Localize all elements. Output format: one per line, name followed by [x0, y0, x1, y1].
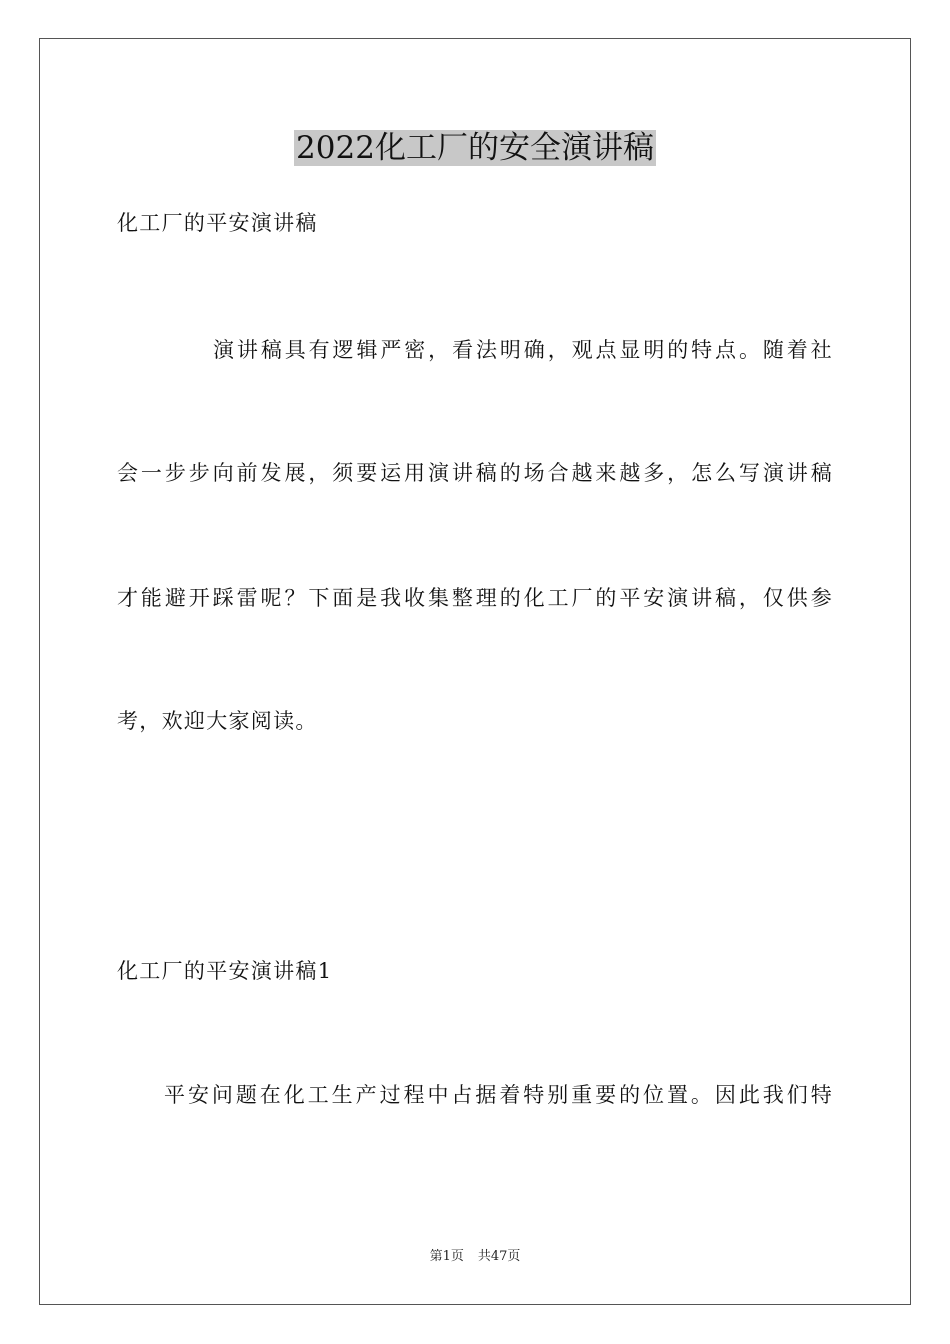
paragraph-line: 演讲稿具有逻辑严密，看法明确，观点显明的特点。随着社 [213, 338, 833, 362]
total-pages: 共47页 [477, 1249, 521, 1264]
paragraph-line: 考，欢迎大家阅读。 [117, 709, 318, 733]
page-footer [0, 1248, 950, 1266]
paragraph-line: 平安问题在化工生产过程中占据着特别重要的位置。因此我们特 [164, 1083, 833, 1107]
section-heading: 化工厂的平安演讲稿1 [117, 959, 333, 983]
paragraph-line: 才能避开踩雷呢？下面是我收集整理的化工厂的平安演讲稿，仅供参 [117, 586, 833, 610]
page-number: 第1页 [429, 1249, 464, 1264]
paragraph-line: 会一步步向前发展，须要运用演讲稿的场合越来越多，怎么写演讲稿 [117, 461, 833, 485]
document-title [0, 128, 950, 168]
document-title-text: 2022化工厂的安全演讲稿 [296, 130, 654, 166]
document-subtitle: 化工厂的平安演讲稿 [117, 211, 318, 235]
